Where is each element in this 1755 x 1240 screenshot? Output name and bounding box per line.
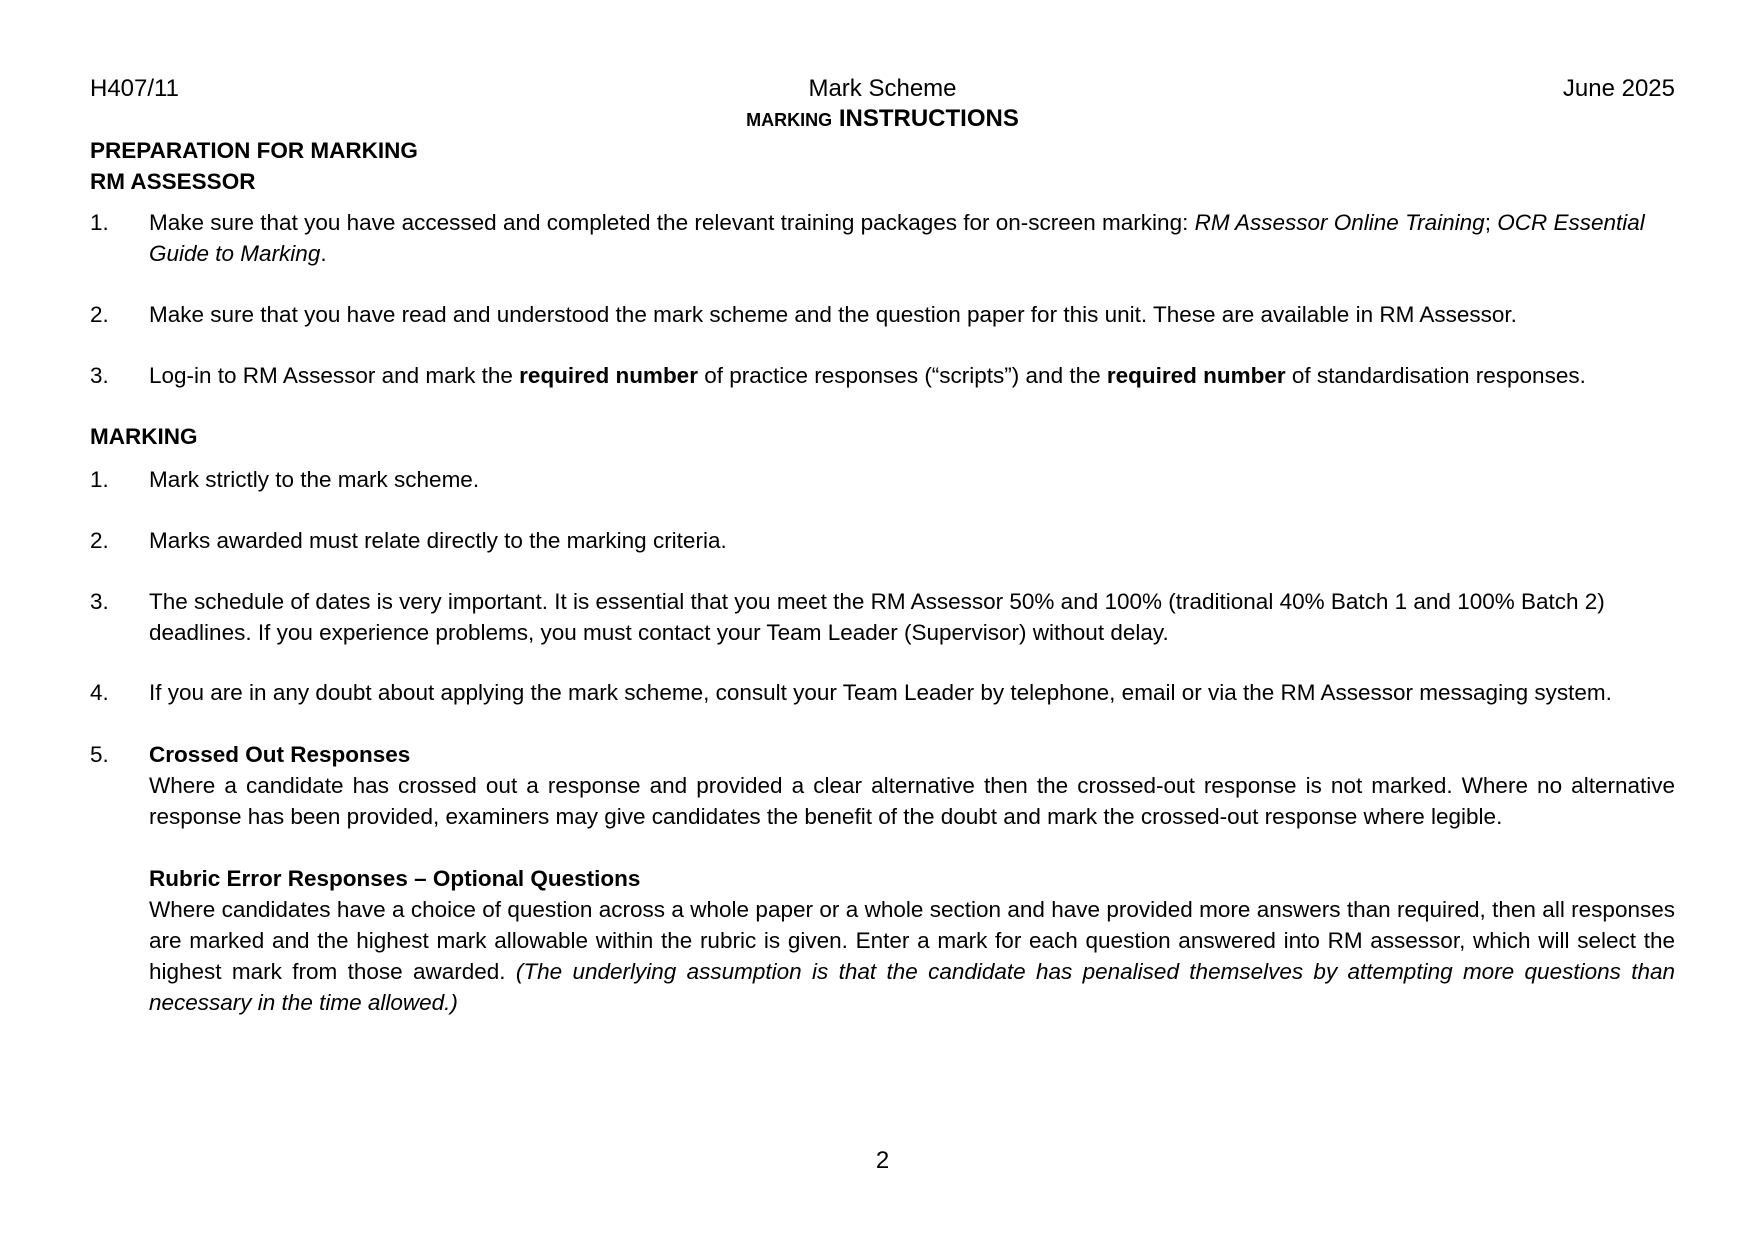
- rubric-error-text: [149, 894, 1675, 1018]
- item-text: The schedule of dates is very important. It is essential that you meet the RM Assessor 50% and 100% (traditional 40% Batch 1 and 100% Batch 2) deadlines. If you experience problems, you must contact your Team Leader (Supervisor) without delay.: [149, 589, 1605, 645]
- item-number: 4.: [90, 680, 109, 705]
- preparation-item-3: [90, 360, 1675, 391]
- crossed-out-text: Where a candidate has crossed out a response and provided a clear alternative then the crossed-out response is not marked. Where no alternative response has been provided, examiners may give candidates the benefit of the doubt and mark the crossed-out response where legible.: [149, 773, 1675, 829]
- marking-heading: MARKING: [90, 424, 198, 449]
- document-date: June 2025: [1562, 75, 1675, 102]
- item-number: 1.: [90, 467, 109, 492]
- item-text: Marks awarded must relate directly to the marking criteria.: [149, 528, 727, 553]
- rubric-text-part: Where candidates have a choice of question across a whole paper or a whole section and have provided more answers than required, then all responses are marked and the highest mark allowable within the rubric is given. Enter a mark for each question answered into RM assessor, which will select the highest mark from those awarded.: [149, 897, 1675, 984]
- paper-code: H407/11: [90, 75, 179, 102]
- marking-item-5: [90, 739, 1675, 1018]
- item-number: 1.: [90, 210, 109, 235]
- spacer: [149, 832, 1675, 863]
- item-text-part: of practice responses (“scripts”) and the: [697, 363, 1107, 388]
- item-text: Mark strictly to the mark scheme.: [149, 467, 480, 492]
- item-text: If you are in any doubt about applying the mark scheme, consult your Team Leader by telephone, email or via the RM Assessor messaging system.: [149, 680, 1612, 705]
- preparation-item-1: [90, 207, 1675, 269]
- page-number: 2: [875, 1147, 890, 1174]
- item-text-part: Make sure that you have accessed and completed the relevant training packages for on-screen marking:: [149, 210, 1195, 235]
- instructions-title-large: INSTRUCTIONS: [838, 105, 1019, 132]
- preparation-heading: PREPARATION FOR MARKING: [90, 138, 418, 163]
- item-text-part: ;: [1484, 210, 1498, 235]
- emphasis-text: required number: [1106, 363, 1286, 388]
- marking-item-3: [90, 586, 1675, 648]
- training-title-1: RM Assessor Online Training: [1194, 210, 1485, 235]
- crossed-out-heading: Crossed Out Responses: [149, 742, 411, 767]
- marking-item-2: [90, 525, 1675, 556]
- item-number: 2.: [90, 528, 109, 553]
- preparation-item-2: [90, 299, 1675, 330]
- item-number: 3.: [90, 363, 109, 388]
- item-text-part: .: [320, 241, 327, 266]
- crossed-out-section: [149, 739, 1675, 1018]
- instructions-title-small: MARKING: [746, 110, 833, 130]
- item-text-part: of standardisation responses.: [1285, 363, 1586, 388]
- marking-item-4: [90, 677, 1675, 708]
- training-title-2: OCR Essential Guide to Marking: [149, 210, 1645, 266]
- item-number: 5.: [90, 742, 109, 767]
- item-text-part: Log-in to RM Assessor and mark the: [149, 363, 520, 388]
- marking-item-1: [90, 464, 1675, 495]
- item-number: 2.: [90, 302, 109, 327]
- emphasis-text: required number: [519, 363, 698, 388]
- item-number: 3.: [90, 589, 109, 614]
- rm-assessor-subheading: RM ASSESSOR: [90, 169, 256, 194]
- document-page: [90, 0, 1675, 1240]
- rubric-assumption-note: (The underlying assumption is that the candidate has penalised themselves by attempting more questions than necessary in the time allowed.): [149, 959, 1675, 1015]
- rubric-error-heading: Rubric Error Responses – Optional Questions: [149, 866, 641, 891]
- item-text: [149, 360, 1675, 391]
- document-title: Mark Scheme: [808, 75, 957, 102]
- item-text: [149, 207, 1675, 269]
- item-text: Make sure that you have read and understood the mark scheme and the question paper for this unit. These are available in RM Assessor.: [149, 302, 1517, 327]
- instructions-title: [90, 104, 1675, 135]
